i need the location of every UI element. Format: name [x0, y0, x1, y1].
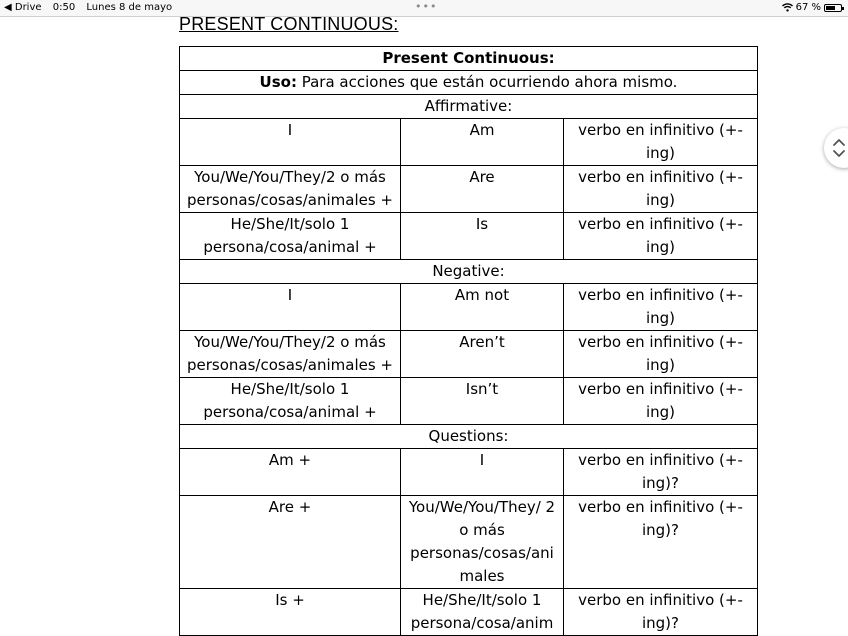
table-row: [180, 449, 758, 496]
verb-cell: Is +: [180, 589, 401, 636]
verb-cell: Aren’t: [401, 331, 564, 378]
status-bar: [0, 0, 848, 16]
subject-cell: You/We/You/They/ 2 o más personas/cosas/ani males: [401, 496, 564, 589]
battery-percentage: 67 %: [795, 2, 821, 13]
verb-cell: Am +: [180, 449, 401, 496]
complement-cell: verbo en infinitivo (+-ing): [564, 331, 758, 378]
affirmative-label: Affirmative:: [180, 95, 758, 119]
verb-cell: Are +: [180, 496, 401, 589]
complement-cell: verbo en infinitivo (+-ing): [564, 213, 758, 260]
verb-cell: Is: [401, 213, 564, 260]
table-row: [180, 331, 758, 378]
table-row: [180, 284, 758, 331]
complement-cell: verbo en infinitivo (+-ing): [564, 119, 758, 166]
table-row: [180, 589, 758, 636]
status-date: Lunes 8 de mayo: [86, 2, 173, 13]
subject-cell: I: [180, 119, 401, 166]
complement-cell: verbo en infinitivo (+-ing)?: [564, 589, 758, 636]
complement-cell: verbo en infinitivo (+-ing)?: [564, 449, 758, 496]
subject-cell: I: [401, 449, 564, 496]
status-time: 0:50: [52, 2, 76, 13]
subject-cell: He/She/It/solo 1 persona/cosa/animal +: [180, 213, 401, 260]
scroll-handle[interactable]: [824, 128, 848, 168]
subject-cell: I: [180, 284, 401, 331]
complement-cell: verbo en infinitivo (+-ing)?: [564, 496, 758, 589]
table-row: [180, 378, 758, 425]
battery-icon: [824, 4, 842, 12]
usage-cell: [180, 71, 758, 95]
section-label-row: [180, 260, 758, 284]
table-row: [180, 119, 758, 166]
usage-text: Para acciones que están ocurriendo ahora mismo.: [296, 73, 678, 91]
verb-cell: Am not: [401, 284, 564, 331]
complement-cell: verbo en infinitivo (+-ing): [564, 166, 758, 213]
chevron-up-down-icon: [832, 137, 846, 159]
document-title: PRESENT CONTINUOUS:: [179, 14, 399, 34]
subject-cell: He/She/It/solo 1 persona/cosa/anim: [401, 589, 564, 636]
subject-cell: You/We/You/They/2 o más personas/cosas/animales +: [180, 166, 401, 213]
complement-cell: verbo en infinitivo (+-ing): [564, 284, 758, 331]
section-label-row: [180, 95, 758, 119]
verb-cell: Am: [401, 119, 564, 166]
questions-label: Questions:: [180, 425, 758, 449]
multitasking-dots-icon[interactable]: •••: [415, 0, 438, 13]
complement-cell: verbo en infinitivo (+-ing): [564, 378, 758, 425]
usage-label: Uso:: [259, 73, 297, 91]
wifi-icon: [782, 3, 793, 12]
table-row: [180, 496, 758, 589]
status-bar-left: [4, 2, 180, 13]
table-header-row: [180, 47, 758, 71]
verb-cell: Are: [401, 166, 564, 213]
table-row: [180, 166, 758, 213]
negative-label: Negative:: [180, 260, 758, 284]
section-label-row: [180, 425, 758, 449]
back-to-drive-link[interactable]: ◀ Drive: [4, 2, 42, 13]
subject-cell: He/She/It/solo 1 persona/cosa/animal +: [180, 378, 401, 425]
usage-row: [180, 71, 758, 95]
table-header: Present Continuous:: [180, 47, 758, 71]
subject-cell: You/We/You/They/2 o más personas/cosas/animales +: [180, 331, 401, 378]
present-continuous-table: [179, 46, 758, 636]
table-row: [180, 213, 758, 260]
status-bar-divider: [0, 16, 848, 17]
status-bar-right: [782, 2, 842, 13]
verb-cell: Isn’t: [401, 378, 564, 425]
